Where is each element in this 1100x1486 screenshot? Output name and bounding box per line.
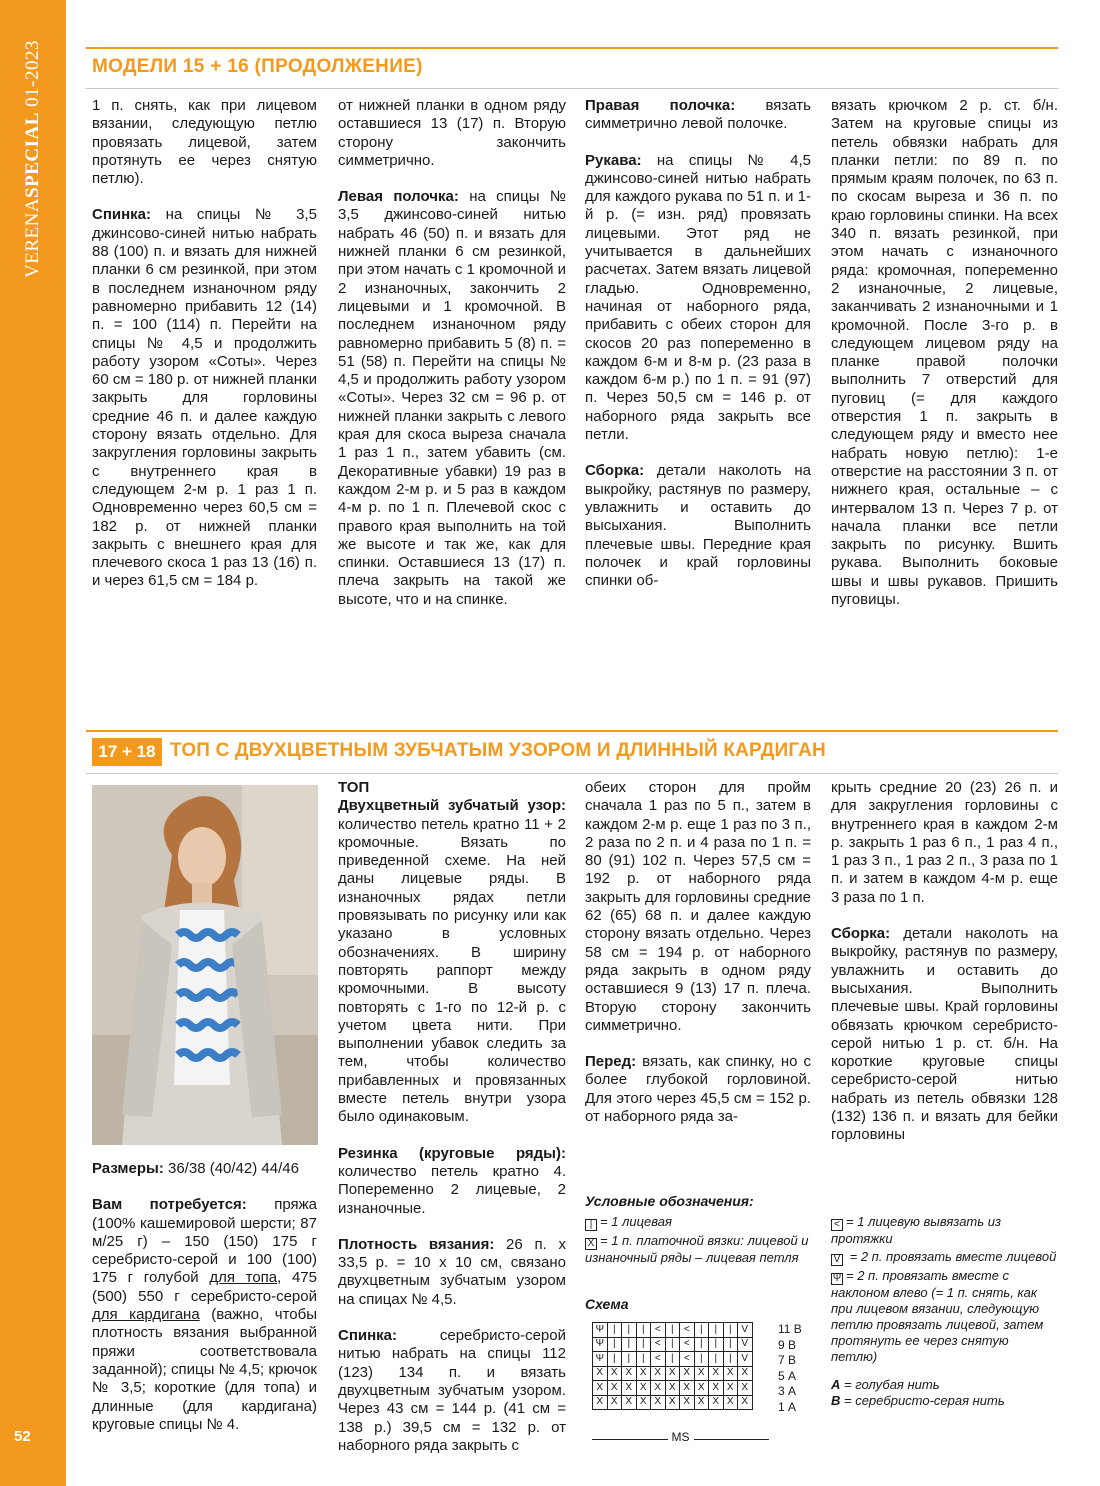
top-rule [86,47,1058,49]
paragraph: вязать крючком 2 р. ст. б/н. Затем на круговые спицы из петель обвязки набрать для планки петли: по 89 п. по прямым краям полочек, по 63 п. по скосам выреза и 36 п. по краю горловины спинки. На всех 340 п. вязать резинкой, при этом начать с изнаночного ряда: кромочная, попеременно 2 изнаночные, 2 лицевые, заканчивать 2 изнаночными и 1 кромочной. После 3-го р. в следующем лицевом ряду на планке правой полочки выполнить 7 отверстий для пуговиц (= для каждого отверстия 1 п. закрыть в следующем ряду и вместо нее набрать новую петлю): 1-е отверстие на расстоянии 3 п. от нижнего края, остальные – с интервалом 13 п. Через 7 р. от начала планки все петли закрыть по рисунку. Вшить рукава. Выполнить боковые швы и швы рукавов. Пришить пуговицы. [831,97,1058,609]
model-title: ТОП С ДВУХЦВЕТНЫМ ЗУБЧАТЫМ УЗОРОМ И ДЛИННЫЙ КАРДИГАН [170,740,826,761]
chart-cell: X [709,1381,724,1396]
paragraph: Спинка: серебристо-серой нитью набрать на спицы 112 (123) 134 п. и вязать двухцветным зубчатым узором. Через 43 см = 144 р. (41 см = 138 р.) 39,5 см = 132 р. от наборного ряда закрыть с [338,1327,566,1454]
text-column-3b [585,779,811,1144]
chart-cell: < [651,1352,666,1367]
model-number-badge: 17 + 18 [92,738,162,766]
sidebar-band [0,0,66,1486]
chart-cell: X [665,1395,680,1410]
text-column-1 [92,97,317,609]
chart-cell: X [723,1381,738,1396]
chart-cell: < [680,1352,695,1367]
magazine-brand: VERENASPECIAL 01-2023 [22,40,43,278]
chart-cell: | [723,1337,738,1352]
chart-cell: Ψ [593,1352,608,1367]
text-column-4b [831,779,1058,1163]
chart-cell: X [694,1381,709,1396]
chart-row [593,1366,753,1381]
chart-cell: X [709,1366,724,1381]
chart-cell: | [709,1352,724,1367]
chart-cell: | [709,1323,724,1338]
chart-cell: X [607,1366,622,1381]
chart-cell: X [636,1366,651,1381]
chart-cell: X [738,1366,753,1381]
schema-title: Схема [585,1296,629,1312]
chart-cell: X [723,1366,738,1381]
chart-cell: | [622,1323,637,1338]
page-number: 52 [14,1428,31,1445]
chart-cell: | [636,1323,651,1338]
chart-cell: < [651,1323,666,1338]
paragraph: 1 п. снять, как при лицевом вязании, следующую петлю провязать лицевой, затем протянуть ее через снятую петлю). [92,97,317,188]
chart-cell: < [651,1337,666,1352]
chart-cell: X [622,1381,637,1396]
row-number-label: 1 А [778,1399,797,1414]
title-rule [86,773,1058,774]
chart-cell: X [607,1395,622,1410]
paragraph: Плотность вязания: 26 п. х 33,5 р. = 10 х 10 см, связано двухцветным зубчатым узором на спицах № 4,5. [338,1235,566,1308]
chart-cell: | [665,1337,680,1352]
legend-right: < = 1 лицевую вывязать из протяжки V = 2 п. провязать вместе лицевой Ψ = 2 п. провязать вместе с наклоном влево (= 1 п. снять, как при лицевом вязании, следующую петлю провязать лицевой, затем протянуть ее через снятую петлю) А = голубая нить В = серебристо-серая нить [831,1214,1057,1408]
paragraph: обеих сторон для пройм сначала 1 раз по 5 п., затем в каждом 2-м р. еще 1 раз по 3 п., 2 раза по 2 п. и 4 раза по 1 п. = 80 (91) 102 п. Через 57,5 см = 192 р. от наборного ряда закрыть для горловины средние 62 (65) 68 п. и далее каждую сторону вязать отдельно. Через 58 см = 194 р. от наборного ряда закрыть в одном ряду оставшиеся 9 (13) 17 п. плеча. Вторую сторону закончить симметрично. [585,779,811,1034]
knitting-chart [592,1322,753,1410]
chart-cell: Ψ [593,1323,608,1338]
chart-row [593,1323,753,1338]
chart-cell: X [593,1395,608,1410]
chart-cell: | [723,1323,738,1338]
chart-cell: | [636,1337,651,1352]
heading-rule [86,88,1058,89]
row-number-label: 11 В [778,1322,802,1336]
chart-cell: X [694,1395,709,1410]
chart-row [593,1381,753,1396]
chart-cell: | [607,1352,622,1367]
row-number-label: 3 А [778,1384,797,1398]
chart-cell: X [622,1395,637,1410]
row-number-label: 7 В [778,1353,797,1367]
paragraph: Перед: вязать, как спинку, но с более глубокой горловиной. Для этого через 45,5 см = 152 р. от наборного ряда за- [585,1053,811,1126]
chart-row [593,1395,753,1410]
paragraph: ТОП [338,779,370,796]
chart-cell: X [651,1395,666,1410]
chart-cell: X [622,1366,637,1381]
paragraph: Правая полочка: вязать симметрично левой полочке. [585,97,811,133]
chart-cell: X [593,1381,608,1396]
chart-cell: | [723,1352,738,1367]
text-column-2 [338,97,566,627]
paragraph: Рукава: на спицы № 4,5 джинсово-синей нитью набрать для каждого рукава по 51 п. и 1-й р. (= изн. ряд) провязать лицевыми. Этот ряд не учитывается в дальнейших расчетах. Затем вязать лицевой гладью. Одновременно, начиная от наборного ряда, прибавить с обеих сторон для скосов 20 раз попеременно в каждом 6-м и 8-м р. (23 раза в каждом 6-м р.) по 1 п. = 91 (97) п. Через 50,5 см = 146 р. от наборного ряда закрыть все петли. [585,151,811,444]
chart-cell: | [607,1337,622,1352]
chart-cell: X [694,1366,709,1381]
chart-cell: X [738,1381,753,1396]
chart-cell: X [651,1381,666,1396]
chart-cell: X [738,1395,753,1410]
paragraph: от нижней планки в одном ряду оставшиеся 13 (17) п. Вторую сторону закончить симметрично. [338,97,566,169]
text-column-3 [585,97,811,608]
chart-cell: X [593,1366,608,1381]
chart-cell: X [709,1395,724,1410]
text-column-4 [831,97,1058,627]
chart-cell: X [607,1381,622,1396]
chart-cell: | [665,1352,680,1367]
chart-cell: V [738,1323,753,1338]
chart-cell: | [694,1337,709,1352]
chart-cell: | [665,1323,680,1338]
chart-cell: X [665,1381,680,1396]
section-rule [86,730,1058,732]
chart-cell: < [680,1337,695,1352]
chart-cell: | [622,1352,637,1367]
paragraph: Двухцветный зубчатый узор: количество петель кратно 11 + 2 кромочные. Вязать по приведенной схеме. На ней даны лицевые ряды. В изнаночных рядах петли провязывать по рисунку или как указано в условных обозначениях. В ширину повторять раппорт между кромочными. В высоту повторять с 1-го по 12-й р. с учетом цвета нити. При выполнении убавок следить за тем, чтобы количество прибавленных и провязанных вместе петель внутри узора было одинаковым. [338,797,566,1126]
chart-cell: X [665,1366,680,1381]
legend-title: Условные обозначения: [585,1193,754,1209]
chart-cell: | [694,1323,709,1338]
chart-cell: | [607,1323,622,1338]
row-number-label: 9 В [778,1337,797,1352]
ms-repeat: MS [592,1430,769,1450]
chart-cell: X [680,1395,695,1410]
paragraph: Резинка (круговые ряды): количество петель кратно 4. Попеременно 2 лицевые, 2 изнаночные. [338,1144,566,1217]
section-heading: МОДЕЛИ 15 + 16 (ПРОДОЛЖЕНИЕ) [92,56,423,77]
paragraph: Левая полочка: на спицы № 3,5 джинсово-синей нитью набрать 46 (50) п. и вязать для нижней планки 6 см резинкой, при этом начать с 1 кромочной и 2 изнаночных, закончить 2 лицевыми и 1 кромочной. В последнем изнаночном ряду равномерно прибавить 5 (8) п. = 51 (58) п. Перейти на спицы № 4,5 и продолжить работу узором «Соты». Через 32 см = 96 р. от нижней планки закрыть с левого края для скоса выреза сначала 1 раз 1 п., затем убавить (см. Декоративные убавки) 19 раз в каждом 2-м р. и 5 раз в каждом 4-м р. по 1 п. Плечевой скос с правого края выполнить на той же высоте и так же, как для спинки. Оставшиеся 13 (17) п. плеча закрыть на такой же высоте, что и на спинке. [338,188,566,608]
text-column-top [338,779,566,1473]
chart-row [593,1352,753,1367]
paragraph: Сборка: детали наколоть на выкройку, растянув по размеру, увлажнить и оставить до высыхания. Выполнить плечевые швы. Передние края полочек и край горловины спинки об- [585,462,811,590]
chart-row [593,1337,753,1352]
chart-cell: X [636,1381,651,1396]
chart-cell: | [636,1352,651,1367]
chart-cell: X [636,1395,651,1410]
chart-cell: V [738,1337,753,1352]
chart-cell: Ψ [593,1337,608,1352]
chart-cell: V [738,1352,753,1367]
chart-cell: X [680,1366,695,1381]
row-number-label: 5 А [778,1368,797,1383]
text-column-sizes: Размеры: 36/38 (40/42) 44/46 Вам потребуется: пряжа (100% кашемировой шерсти; 87 м/25 г) – 150 (150) 175 г серебристо-серой и 100 (100) 175 г голубой для топа, 475 (500) 550 г серебристо-серой для кардигана (важно, чтобы плотность вязания выбранной пряжи соответствовала заданной); спицы № 4,5; крючок № 3,5; короткие (для топа) и длинные (для кардигана) круговые спицы № 4. [92,1160,317,1433]
chart-cell: | [694,1352,709,1367]
paragraph: Спинка: на спицы № 3,5 джинсово-синей нитью набрать 88 (100) п. и вязать для нижней планки 6 см резинкой, при этом в последнем изнаночном ряду равномерно прибавить 12 (14) п. = 100 (114) п. Перейти на спицы № 4,5 и продолжить работу узором «Соты». Через 60 см = 180 р. от нижней планки закрыть для горловины средние 46 п. и далее каждую сторону вязать отдельно. Для закругления горловины закрыть с внутреннего края в следующем 2-м р. 1 раз 1 п. Одновременно через 60,5 см = 182 р. от нижней планки закрыть с внешнего края для плечевого скоса 1 раз 13 (16) п. и через 61,5 см = 184 р. [92,206,317,590]
chart-cell: | [709,1337,724,1352]
paragraph: крыть средние 20 (23) 26 п. и для закругления горловины с внутреннего края в каждом 2-м р. закрыть 1 раз 6 п., 1 раз 4 п., 1 раз 3 п., 1 раз 2 п., 3 раза по 1 п. и затем в каждом 4-м р. еще 3 раза по 1 п. [831,779,1058,906]
chart-cell: | [622,1337,637,1352]
legend-left: | = 1 лицевая X = 1 п. платочной вязки: лицевой и изнаночный ряды – лицевая петля [585,1214,809,1265]
chart-cell: X [680,1381,695,1396]
paragraph: Сборка: детали наколоть на выкройку, растянув по размеру, увлажнить и оставить до высыхания. Выполнить плечевые швы. Край горловины обвязать крючком серебристо-серой нитью 1 р. ст. б/н. На короткие круговые спицы серебристо-серой нитью набрать из петель обвязки 128 (132) 136 п. и вязать для бейки горловины [831,925,1058,1144]
chart-cell: X [723,1395,738,1410]
model-photo [92,785,318,1145]
chart-cell: < [680,1323,695,1338]
photo-illustration [92,785,318,1145]
chart-cell: X [651,1366,666,1381]
